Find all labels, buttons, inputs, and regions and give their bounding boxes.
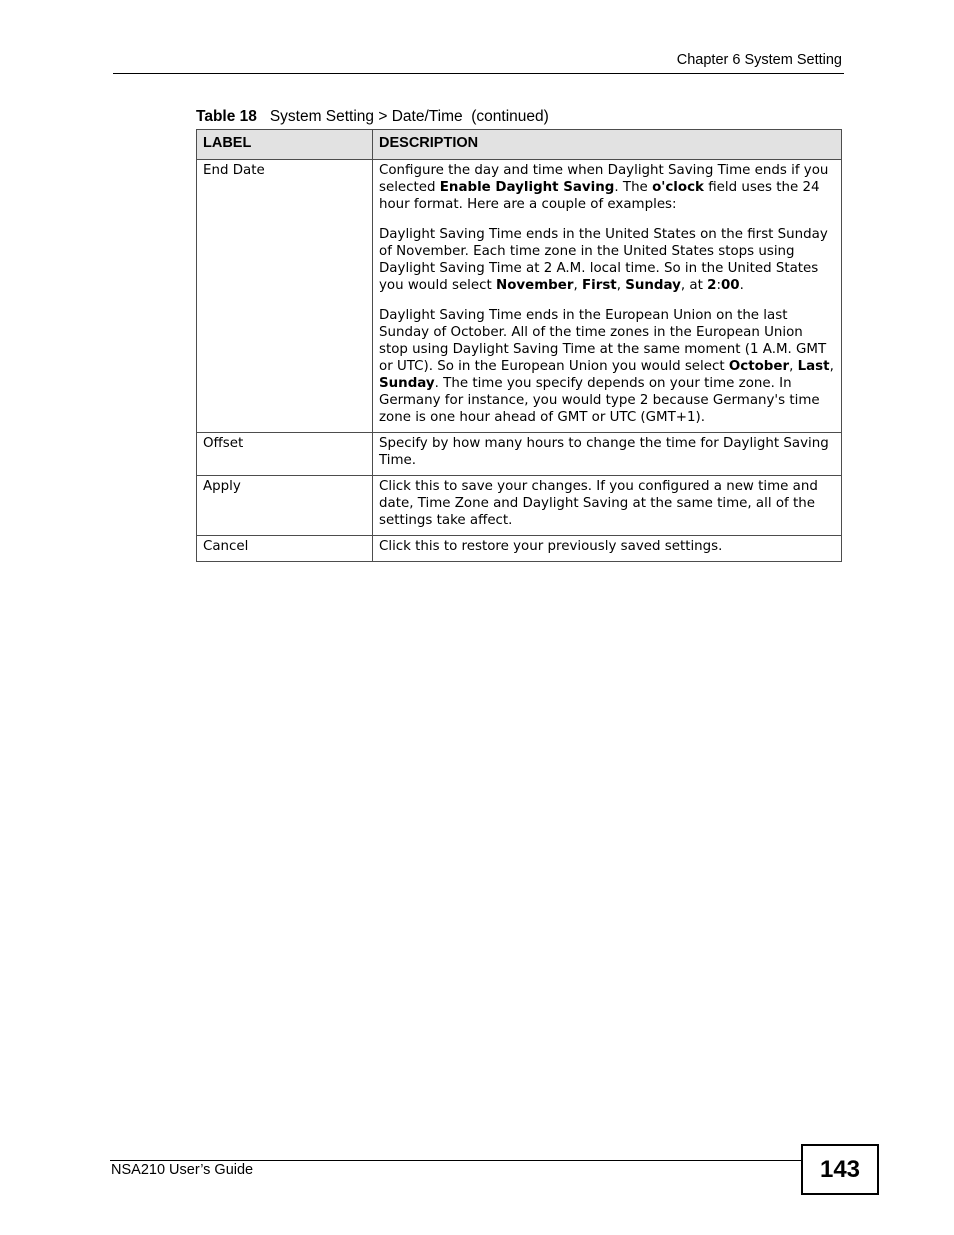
footer-rule <box>110 1160 802 1161</box>
footer-guide-title: NSA210 User’s Guide <box>111 1162 254 1178</box>
table-row <box>197 433 842 476</box>
row-label: Offset <box>197 433 373 476</box>
row-description: Click this to save your changes. If you configured a new time and date, Time Zone and Daylight Saving at the same time, all of the settings take affect. <box>373 476 842 536</box>
settings-table <box>196 129 842 562</box>
table-caption-title: System Setting > Date/Time (continued) <box>269 108 549 125</box>
column-header-label: LABEL <box>197 130 373 160</box>
running-header-chapter: Chapter 6 System Setting <box>676 52 842 68</box>
row-description <box>373 160 842 433</box>
table-row <box>197 476 842 536</box>
row-label: End Date <box>197 160 373 433</box>
description-paragraph: Daylight Saving Time ends in the European Union on the last Sunday of October. All of the time zones in the European Union stop using Daylight Saving Time at the same moment (1 A.M. GMT or UTC). So in the European Union you would select October, Last, Sunday. The time you specify depends on your time zone. In Germany for instance, you would type 2 because Germany's time zone is one hour ahead of GMT or UTC (GMT+1). <box>379 308 834 425</box>
table-row <box>197 160 842 433</box>
description-paragraph: Configure the day and time when Daylight Saving Time ends if you selected Enable Daylight Saving. The o'clock field uses the 24 hour format. Here are a couple of examples: <box>379 163 829 212</box>
table-caption-number: Table 18 <box>196 108 257 125</box>
table-header-row <box>197 130 842 160</box>
table-caption <box>196 108 549 126</box>
row-label: Cancel <box>197 536 373 562</box>
table-row <box>197 536 842 562</box>
header-rule <box>113 73 844 74</box>
row-description: Click this to restore your previously saved settings. <box>373 536 842 562</box>
column-header-description: DESCRIPTION <box>373 130 842 160</box>
row-label: Apply <box>197 476 373 536</box>
description-paragraph: Daylight Saving Time ends in the United States on the first Sunday of November. Each time zone in the United States stops using Daylight Saving Time at 2 A.M. local time. So in the United States you would select November, First, Sunday, at 2:00. <box>379 227 828 293</box>
row-description: Specify by how many hours to change the time for Daylight Saving Time. <box>373 433 842 476</box>
page-number: 143 <box>801 1144 879 1195</box>
